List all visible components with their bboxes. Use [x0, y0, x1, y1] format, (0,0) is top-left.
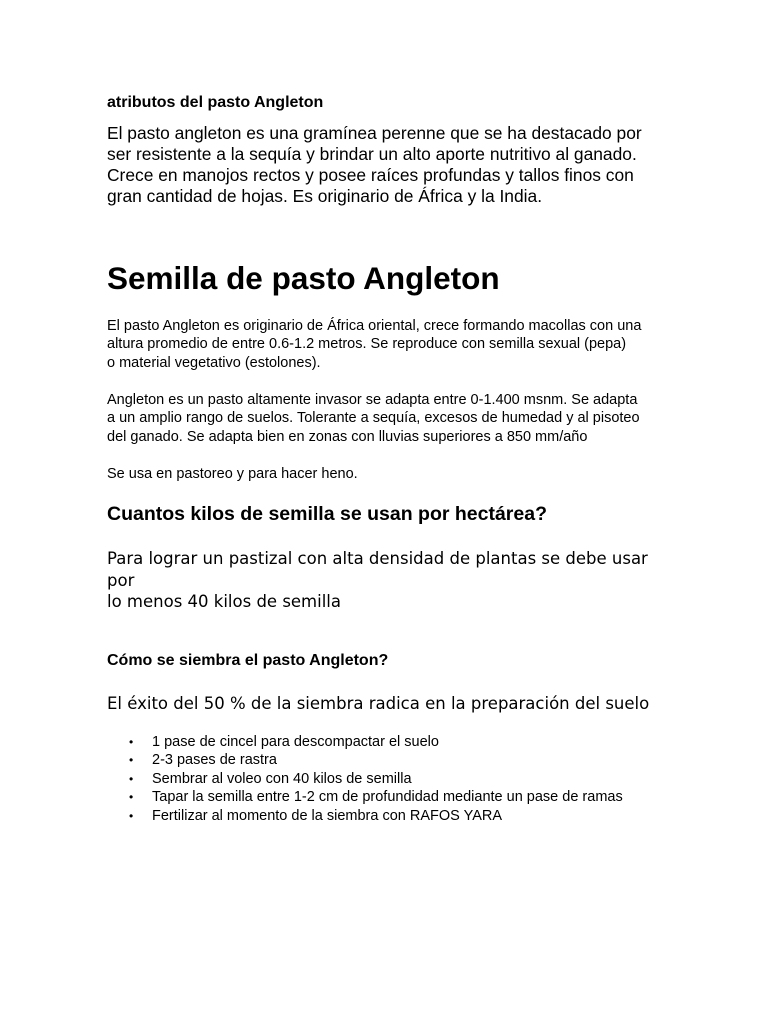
paragraph-atributos [107, 123, 667, 207]
list-item [125, 788, 623, 806]
list-item [125, 733, 623, 751]
bullet-icon: • [129, 790, 134, 805]
text-line: Crece en manojos rectos y posee raíces profundas y tallos finos con [107, 165, 634, 185]
text-line: gran cantidad de hojas. Es originario de África y la India. [107, 186, 543, 206]
text-line: El pasto Angleton es originario de África oriental, crece formando macollas con una [107, 318, 642, 334]
list-item-text: 2-3 pases de rastra [152, 752, 277, 769]
heading-kilos: Cuantos kilos de semilla se usan por hectárea? [107, 503, 547, 525]
heading-atributos: atributos del pasto Angleton [107, 94, 324, 111]
list-item [125, 807, 623, 825]
text-line: lo menos 40 kilos de semilla [107, 592, 341, 611]
bullet-icon: • [129, 771, 134, 786]
bullet-icon: • [129, 735, 134, 749]
text-line: o material vegetativo (estolones). [107, 354, 321, 371]
bullet-icon: • [129, 753, 134, 768]
paragraph-origen [107, 317, 687, 372]
text-line: El pasto angleton es una gramínea perenne que se ha destacado por [107, 123, 642, 143]
paragraph-adaptacion [107, 391, 687, 446]
list-item-text: Sembrar al voleo con 40 kilos de semilla [152, 770, 412, 787]
list-item-text: Tapar la semilla entre 1-2 cm de profundidad mediante un pase de ramas [152, 789, 623, 806]
heading-semilla: Semilla de pasto Angleton [107, 260, 500, 296]
steps-list [125, 733, 623, 825]
text-line: altura promedio de entre 0.6-1.2 metros. Se reproduce con semilla sexual (pepa) [107, 336, 627, 353]
bullet-icon: • [129, 808, 134, 823]
list-item [125, 770, 623, 788]
text-line: a un amplio rango de suelos. Tolerante a sequía, excesos de humedad y al pisoteo [107, 410, 640, 427]
text-line: Angleton es un pasto altamente invasor se adapta entre 0-1.400 msnm. Se adapta [107, 392, 638, 408]
list-item [125, 751, 623, 769]
paragraph-exito: El éxito del 50 % de la siembra radica en la preparación del suelo [107, 694, 650, 713]
heading-siembra: Cómo se siembra el pasto Angleton? [107, 652, 389, 669]
paragraph-kilos [107, 548, 667, 613]
text-line: del ganado. Se adapta bien en zonas con lluvias superiores a 850 mm/año [107, 428, 588, 445]
list-item-text: Fertilizar al momento de la siembra con RAFOS YARA [152, 807, 503, 824]
list-item-text: 1 pase de cincel para descompactar el suelo [152, 734, 439, 750]
text-line: ser resistente a la sequía y brindar un alto aporte nutritivo al ganado. [107, 144, 637, 164]
text-line: Para lograr un pastizal con alta densidad de plantas se debe usar por [107, 549, 648, 590]
paragraph-uso: Se usa en pastoreo y para hacer heno. [107, 466, 358, 482]
